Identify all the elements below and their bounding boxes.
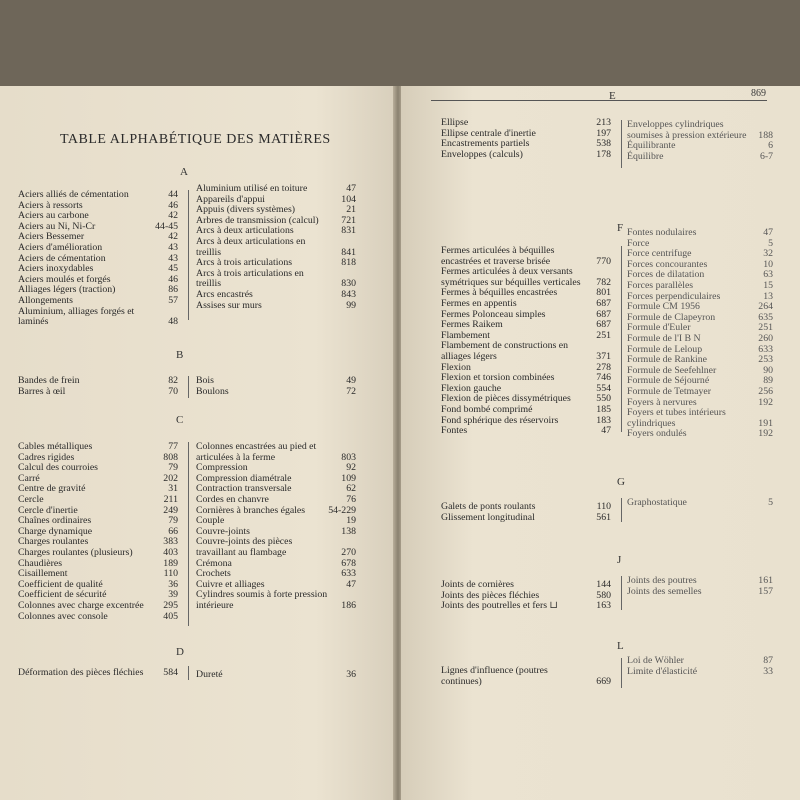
index-entry xyxy=(196,269,356,290)
index-entry-label: Allongements xyxy=(18,294,73,306)
index-entry-page: 70 xyxy=(168,385,178,397)
index-column xyxy=(627,656,773,677)
index-entry-page: 47 xyxy=(763,227,773,238)
index-entry-label: Aluminium, alliages forgés et laminés xyxy=(18,305,135,328)
index-entry-page: 32 xyxy=(763,248,773,260)
index-column xyxy=(196,670,356,681)
index-entry-label: Enveloppes (calculs) xyxy=(441,148,523,160)
index-entry-page: 104 xyxy=(341,193,356,205)
index-entry xyxy=(441,150,611,161)
index-entry-page: 82 xyxy=(168,375,178,386)
index-entry-label: Ellipse xyxy=(441,117,469,128)
index-entry-page: 405 xyxy=(163,610,178,622)
index-entry-label: Foyers ondulés xyxy=(627,428,687,440)
index-entry-page: 197 xyxy=(596,127,611,139)
index-entry-label: Flambement xyxy=(441,329,490,341)
page-number: 869 xyxy=(751,88,766,99)
index-entry-label: Cisaillement xyxy=(18,568,68,580)
index-entry-page: 801 xyxy=(596,287,611,299)
index-entry-label: Cornières à branches égales xyxy=(196,504,306,516)
index-entry-page: 36 xyxy=(346,669,356,680)
index-entry-label: Joints des poutres xyxy=(627,575,697,586)
section-letter-f: F xyxy=(617,222,624,234)
index-entry-label: Glissement longitudinal xyxy=(441,511,535,523)
index-entry-label: Chaînes ordinaires xyxy=(18,515,92,527)
index-entry-page: 90 xyxy=(763,364,773,376)
column-divider xyxy=(621,658,622,688)
section-letter-b: B xyxy=(176,349,184,361)
index-entry-page: 49 xyxy=(346,375,356,386)
index-entry-label: Compression diamétrale xyxy=(196,472,292,484)
index-entry-label: Cadres rigides xyxy=(18,451,75,463)
index-entry-page: 76 xyxy=(346,493,356,505)
column-divider xyxy=(188,442,189,626)
index-entry-page: 687 xyxy=(596,319,611,331)
index-entry-label: Aciers inoxydables xyxy=(18,263,94,275)
left-page xyxy=(0,86,395,800)
index-entry-label: Formule de l'I B N xyxy=(627,332,701,344)
index-entry xyxy=(196,387,356,398)
index-entry-label: Fermes articulées à deux versants symétriques sur béquilles verticales xyxy=(441,266,581,288)
index-entry-label: Arcs à deux articulations xyxy=(196,225,294,237)
index-entry-page: 185 xyxy=(596,403,611,415)
index-column xyxy=(627,576,773,597)
index-column xyxy=(196,442,356,612)
index-entry-page: 687 xyxy=(596,297,611,309)
index-column xyxy=(627,228,773,440)
index-entry-label: Formule de Clapeyron xyxy=(627,311,716,323)
index-column xyxy=(441,580,611,612)
index-entry-label: Force xyxy=(627,237,650,249)
index-entry xyxy=(441,267,611,288)
index-entry-page: 87 xyxy=(763,655,773,666)
index-entry-page: 770 xyxy=(596,255,611,267)
index-entry-page: 251 xyxy=(596,329,611,341)
index-entry-label: Charge dynamique xyxy=(18,525,93,537)
index-entry-page: 36 xyxy=(168,578,178,590)
index-entry xyxy=(627,120,773,141)
index-entry-page: 42 xyxy=(168,231,178,243)
column-divider xyxy=(188,376,189,398)
index-entry-label: Formule d'Euler xyxy=(627,322,691,334)
index-entry-label: Flexion xyxy=(441,361,471,373)
index-entry-label: Cylindres soumis à forte pression intérieure xyxy=(196,589,328,611)
index-entry-page: 5 xyxy=(768,237,773,249)
index-entry-page: 44 xyxy=(168,189,178,200)
index-entry-page: 72 xyxy=(346,385,356,397)
index-entry-page: 178 xyxy=(596,148,611,160)
index-entry xyxy=(196,670,356,681)
index-entry-page: 186 xyxy=(341,599,356,611)
index-entry-page: 163 xyxy=(596,600,611,612)
index-entry-label: Forces parallèles xyxy=(627,279,694,291)
index-entry-page: 211 xyxy=(163,493,178,505)
index-column xyxy=(627,120,773,162)
index-column xyxy=(196,184,356,311)
index-entry-label: Colonnes avec console xyxy=(18,610,108,622)
index-entry-page: 15 xyxy=(763,279,773,291)
index-entry-page: 561 xyxy=(596,511,611,523)
column-divider xyxy=(621,246,622,432)
index-entry-page: 251 xyxy=(758,322,773,334)
index-column xyxy=(18,376,178,397)
index-column xyxy=(18,190,178,328)
index-entry-label: Joints de cornières xyxy=(441,579,514,590)
index-entry-label: Cuivre et alliages xyxy=(196,578,265,590)
index-entry xyxy=(18,668,178,679)
index-entry-page: 188 xyxy=(758,129,773,141)
index-entry-label: Arbres de transmission (calcul) xyxy=(196,214,319,226)
index-entry-label: Arcs à trois articulations en treillis xyxy=(196,267,304,290)
index-entry-page: 183 xyxy=(596,414,611,426)
header-rule xyxy=(431,100,767,101)
index-entry-page: 189 xyxy=(163,557,178,569)
index-entry xyxy=(627,152,773,163)
index-entry-page: 383 xyxy=(163,536,178,548)
index-entry-page: 635 xyxy=(758,311,773,323)
index-entry-page: 6-7 xyxy=(759,150,773,162)
index-entry-page: 39 xyxy=(168,589,178,601)
index-entry-label: Carré xyxy=(18,472,40,484)
index-entry-label: Fontes xyxy=(441,425,468,437)
index-entry-label: Colonnes encastrées au pied et articulées à la ferme xyxy=(196,441,317,463)
index-column xyxy=(441,666,611,687)
index-entry-label: Foyers à nervures xyxy=(627,396,697,408)
index-entry-label: Force centrifuge xyxy=(627,248,692,260)
index-entry-label: Charges roulantes (plusieurs) xyxy=(18,546,133,558)
index-entry-page: 110 xyxy=(163,568,178,580)
index-entry-page: 278 xyxy=(596,361,611,373)
index-entry xyxy=(196,301,356,312)
index-entry-page: 13 xyxy=(763,290,773,302)
index-entry-page: 89 xyxy=(763,375,773,387)
index-entry-label: Joints des pièces fléchies xyxy=(441,589,540,601)
column-divider xyxy=(188,666,189,680)
index-entry-label: Fermes en appentis xyxy=(441,297,517,309)
index-entry-label: Fontes nodulaires xyxy=(627,227,697,238)
index-entry xyxy=(441,246,611,267)
index-entry-page: 841 xyxy=(341,246,356,258)
index-entry xyxy=(627,667,773,678)
index-entry-page: 46 xyxy=(168,273,178,285)
index-entry-label: Loi de Wöhler xyxy=(627,655,684,666)
index-entry-label: Forces de dilatation xyxy=(627,269,705,281)
index-column xyxy=(441,502,611,523)
index-entry-label: Cables métalliques xyxy=(18,441,93,452)
index-entry-page: 808 xyxy=(163,451,178,463)
index-entry-page: 109 xyxy=(341,472,356,484)
index-entry-page: 782 xyxy=(596,276,611,288)
index-entry-page: 687 xyxy=(596,308,611,320)
index-entry-page: 62 xyxy=(346,483,356,495)
column-divider xyxy=(621,498,622,522)
index-entry-label: Enveloppes cylindriques soumises à pression extérieure xyxy=(627,119,747,141)
index-entry-label: Bois xyxy=(196,375,214,386)
index-entry-label: Couple xyxy=(196,515,225,527)
index-entry-label: Graphostatique xyxy=(627,497,687,508)
index-entry-label: Arcs encastrés xyxy=(196,288,253,300)
index-entry-page: 371 xyxy=(596,350,611,362)
index-entry-label: Compression xyxy=(196,462,248,474)
index-entry-label: Barres à œil xyxy=(18,385,66,397)
index-entry-label: Centre de gravité xyxy=(18,483,86,495)
index-entry xyxy=(627,498,773,509)
index-entry-label: Bandes de frein xyxy=(18,375,80,386)
index-entry-label: Couvre-joints des pièces travaillant au flambage xyxy=(196,536,293,558)
index-entry-page: 249 xyxy=(163,504,178,516)
index-entry-label: Galets de ponts roulants xyxy=(441,501,536,512)
index-entry-label: Assises sur murs xyxy=(196,299,262,311)
section-letter-j: J xyxy=(617,554,622,566)
index-entry-page: 191 xyxy=(758,417,773,429)
index-entry-label: Équilibre xyxy=(627,150,664,162)
index-entry-page: 721 xyxy=(341,214,356,226)
index-entry-page: 79 xyxy=(168,515,178,527)
index-entry-label: Cercle d'inertie xyxy=(18,504,78,516)
index-column xyxy=(196,376,356,397)
index-entry-page: 580 xyxy=(596,589,611,601)
index-entry xyxy=(196,237,356,258)
index-entry-page: 157 xyxy=(758,585,773,597)
index-entry-page: 830 xyxy=(341,278,356,290)
index-entry-page: 42 xyxy=(168,210,178,222)
index-entry-page: 669 xyxy=(596,675,611,687)
index-entry-page: 584 xyxy=(163,667,178,678)
index-entry xyxy=(441,341,611,362)
index-entry-page: 213 xyxy=(596,117,611,128)
index-entry-label: Aciers moulés et forgés xyxy=(18,273,111,285)
column-divider xyxy=(188,190,189,320)
index-entry-page: 138 xyxy=(341,525,356,537)
section-letter-c: C xyxy=(176,414,184,426)
index-entry-label: Alliages légers (traction) xyxy=(18,284,116,296)
index-entry-label: Aciers à ressorts xyxy=(18,199,83,211)
index-entry-label: Calcul des courroies xyxy=(18,462,98,474)
index-entry-label: Limite d'élasticité xyxy=(627,665,698,677)
index-entry-page: 253 xyxy=(758,354,773,366)
index-entry-label: Aciers d'amélioration xyxy=(18,241,103,253)
column-divider xyxy=(621,120,622,168)
index-entry-page: 47 xyxy=(601,425,611,437)
index-entry-page: 264 xyxy=(758,301,773,313)
index-entry-label: Dureté xyxy=(196,669,223,680)
page-title: TABLE ALPHABÉTIQUE DES MATIÈRES xyxy=(60,132,331,147)
index-entry-page: 33 xyxy=(763,665,773,677)
index-entry-label: Appareils d'appui xyxy=(196,193,265,205)
index-entry xyxy=(18,387,178,398)
index-entry xyxy=(441,601,611,612)
index-entry xyxy=(196,590,356,611)
index-entry-label: Flexion gauche xyxy=(441,382,502,394)
index-entry-label: Aciers alliés de cémentation xyxy=(18,189,129,200)
index-entry-label: Ellipse centrale d'inertie xyxy=(441,127,536,139)
index-entry-page: 44-45 xyxy=(155,220,178,232)
index-entry xyxy=(196,537,356,558)
index-entry-label: Charges roulantes xyxy=(18,536,89,548)
index-column xyxy=(18,668,178,679)
index-entry-label: Contraction transversale xyxy=(196,483,292,495)
index-entry-page: 63 xyxy=(763,269,773,281)
right-page xyxy=(401,86,800,800)
index-entry-label: Aciers de cémentation xyxy=(18,252,106,264)
index-entry-label: Fermes Raikem xyxy=(441,319,503,331)
section-letter-g: G xyxy=(617,476,625,488)
index-entry-page: 554 xyxy=(596,382,611,394)
index-entry-page: 192 xyxy=(758,396,773,408)
index-entry-page: 10 xyxy=(763,258,773,270)
column-divider xyxy=(621,576,622,610)
index-entry-page: 270 xyxy=(341,546,356,558)
index-entry-label: Forces perpendiculaires xyxy=(627,290,721,302)
index-entry-page: 66 xyxy=(168,525,178,537)
index-entry xyxy=(627,429,773,440)
index-entry-label: Appuis (divers systèmes) xyxy=(196,204,296,216)
index-entry-label: Joints des semelles xyxy=(627,585,702,597)
index-entry-page: 45 xyxy=(168,263,178,275)
index-entry-page: 47 xyxy=(346,183,356,194)
index-entry-page: 21 xyxy=(346,204,356,216)
index-entry-label: Formule de Rankine xyxy=(627,354,707,366)
index-entry-page: 161 xyxy=(758,575,773,586)
index-entry xyxy=(627,587,773,598)
index-entry-page: 144 xyxy=(596,579,611,590)
index-entry-page: 633 xyxy=(341,568,356,580)
index-entry-label: Arcs à deux articulations en treillis xyxy=(196,235,306,258)
index-column xyxy=(18,442,178,622)
index-entry-page: 295 xyxy=(163,599,178,611)
index-entry-label: Encastrements partiels xyxy=(441,138,530,150)
index-entry xyxy=(18,307,178,328)
index-entry-label: Déformation des pièces fléchies xyxy=(18,667,144,678)
index-entry-label: Aluminium utilisé en toiture xyxy=(196,183,308,194)
section-letter-e: E xyxy=(609,90,616,102)
index-entry-label: Équilibrante xyxy=(627,140,676,152)
index-entry-label: Foyers et tubes intérieurs cylindriques xyxy=(627,407,726,429)
index-entry-label: Formule de Seefehlner xyxy=(627,364,717,376)
index-entry-page: 86 xyxy=(168,284,178,296)
index-entry-label: Forces concourantes xyxy=(627,258,708,270)
index-entry-label: Cordes en chanvre xyxy=(196,493,269,505)
index-entry-page: 818 xyxy=(341,257,356,269)
index-entry-label: Colonnes avec charge excentrée xyxy=(18,599,144,611)
index-entry-page: 43 xyxy=(168,241,178,253)
index-entry-page: 54-229 xyxy=(328,504,356,516)
index-entry-page: 47 xyxy=(346,578,356,590)
index-entry-label: Couvre-joints xyxy=(196,525,250,537)
index-entry-label: Chaudières xyxy=(18,557,63,569)
section-letter-d: D xyxy=(176,646,184,658)
index-entry-page: 678 xyxy=(341,557,356,569)
index-entry-page: 843 xyxy=(341,288,356,300)
index-entry-label: Formule de Tetmayer xyxy=(627,385,712,397)
index-entry-label: Fermes Polonceau simples xyxy=(441,308,546,320)
index-entry-page: 110 xyxy=(596,501,611,512)
index-entry-page: 202 xyxy=(163,472,178,484)
index-entry-page: 19 xyxy=(346,515,356,527)
index-entry-label: Flambement de constructions en alliages légers xyxy=(441,340,569,362)
index-entry-page: 538 xyxy=(596,138,611,150)
index-entry-label: Aciers au Ni, Ni-Cr xyxy=(18,220,96,232)
index-entry-label: Formule de Séjourné xyxy=(627,375,710,387)
index-entry-label: Arcs à trois articulations xyxy=(196,257,293,269)
index-entry-page: 260 xyxy=(758,332,773,344)
section-letter-l: L xyxy=(617,640,624,652)
index-entry-page: 5 xyxy=(768,497,773,508)
index-entry-label: Crémona xyxy=(196,557,232,569)
index-entry-label: Coefficient de sécurité xyxy=(18,589,107,601)
index-entry xyxy=(18,612,178,623)
index-entry-label: Fermes à béquilles encastrées xyxy=(441,287,558,299)
index-column xyxy=(441,118,611,160)
index-column xyxy=(627,498,773,509)
index-entry-label: Boulons xyxy=(196,385,229,397)
index-entry xyxy=(441,666,611,687)
index-entry xyxy=(196,442,356,463)
section-letter-a: A xyxy=(180,166,188,178)
index-entry-label: Fond sphérique des réservoirs xyxy=(441,414,559,426)
index-entry-page: 31 xyxy=(168,483,178,495)
index-entry xyxy=(627,408,773,429)
index-entry-page: 803 xyxy=(341,451,356,463)
index-entry-page: 256 xyxy=(758,385,773,397)
index-entry-label: Formule CM 1956 xyxy=(627,301,700,313)
index-entry-label: Flexion de pièces dissymétriques xyxy=(441,393,571,405)
index-entry-label: Joints des poutrelles et fers ⊔ xyxy=(441,600,558,612)
index-entry xyxy=(441,426,611,437)
index-entry-page: 57 xyxy=(168,294,178,306)
index-entry-label: Flexion et torsion combinées xyxy=(441,372,555,384)
index-entry-label: Fond bombé comprimé xyxy=(441,403,533,415)
index-entry-page: 46 xyxy=(168,199,178,211)
index-entry-page: 831 xyxy=(341,225,356,237)
index-entry-page: 746 xyxy=(596,372,611,384)
index-entry-label: Coefficient de qualité xyxy=(18,578,103,590)
index-entry-page: 99 xyxy=(346,299,356,311)
index-entry-label: Aciers au carbone xyxy=(18,210,89,222)
index-entry-label: Cercle xyxy=(18,493,44,505)
index-entry-page: 79 xyxy=(168,462,178,474)
index-entry xyxy=(441,513,611,524)
index-entry-label: Formule de Leloup xyxy=(627,343,703,355)
index-entry-label: Aciers Bessemer xyxy=(18,231,85,243)
index-entry-page: 43 xyxy=(168,252,178,264)
index-entry-page: 550 xyxy=(596,393,611,405)
index-entry-page: 6 xyxy=(768,140,773,152)
index-column xyxy=(441,246,611,437)
index-entry-label: Fermes articulées à béquilles encastrées et traverse brisée xyxy=(441,245,555,267)
index-entry-page: 633 xyxy=(758,343,773,355)
index-entry xyxy=(18,463,178,474)
index-entry-label: Crochets xyxy=(196,568,231,580)
index-entry-page: 403 xyxy=(163,546,178,558)
index-entry-page: 77 xyxy=(168,441,178,452)
index-entry-page: 92 xyxy=(346,462,356,474)
index-entry-page: 192 xyxy=(758,428,773,440)
index-entry-page: 48 xyxy=(168,316,178,328)
index-entry-label: Lignes d'influence (poutres continues) xyxy=(441,665,548,687)
